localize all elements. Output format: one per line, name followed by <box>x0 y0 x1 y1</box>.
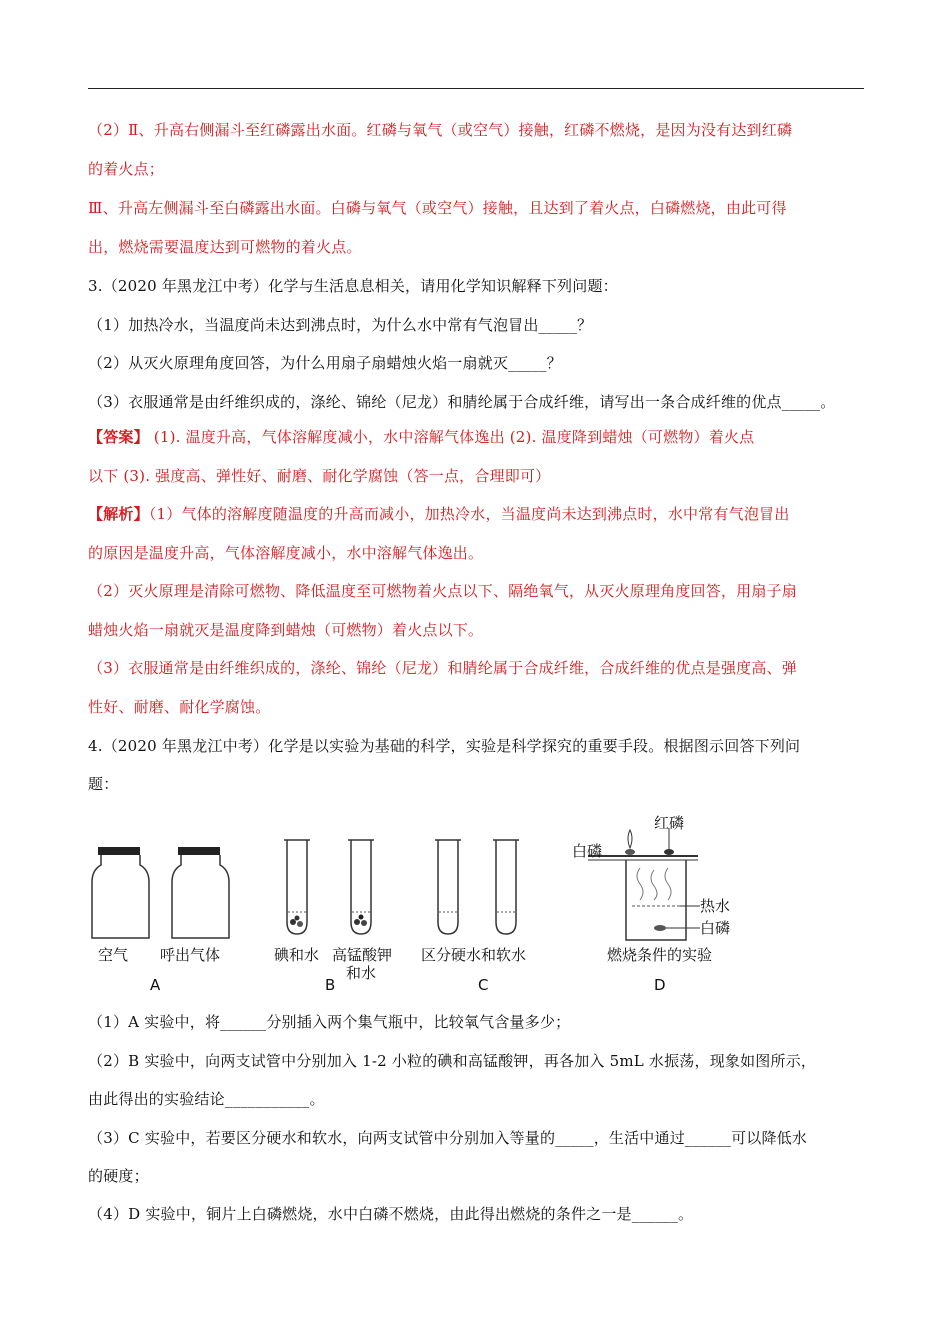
q4-sub4: （4）D 实验中，铜片上白磷燃烧，水中白磷不燃烧，由此得出燃烧的条件之一是______。 <box>88 1205 694 1223</box>
test-tube-permanganate <box>348 840 374 934</box>
q4-sub2-line2: 由此得出的实验结论___________。 <box>88 1090 325 1108</box>
label-hot-water: 热水 <box>700 897 731 915</box>
label-white-phosphorus-water: 白磷 <box>700 919 731 937</box>
q3-analysis-line2: 的原因是温度升高，气体溶解度减小，水中溶解气体逸出。 <box>88 544 484 562</box>
answer-prev-p2-line2: 的着火点； <box>88 160 165 178</box>
q3-sub3: （3）衣服通常是由纤维织成的，涤纶、锦纶（尼龙）和腈纶属于合成纤维，请写出一条合成纤维的优点_____。 <box>88 393 836 411</box>
q3-analysis-line1 <box>88 503 789 525</box>
label-hard-soft-water: 区分硬水和软水 <box>421 946 527 964</box>
q3-sub1: （1）加热冷水，当温度尚未达到沸点时，为什么水中常有气泡冒出_____？ <box>88 316 593 334</box>
label-combustion-experiment: 燃烧条件的实验 <box>607 946 713 964</box>
experiment-figure <box>88 810 738 1000</box>
figure-label-b: B <box>325 976 336 994</box>
label-iodine-water: 碘和水 <box>274 946 320 964</box>
q4-sub3-line2: 的硬度； <box>88 1167 149 1185</box>
figure-label-a: A <box>150 976 161 994</box>
q4-sub3-line1: （3）C 实验中，若要区分硬水和软水，向两支试管中分别加入等量的_____，生活中通过______可以降低水 <box>88 1129 808 1147</box>
combustion-apparatus <box>588 828 700 940</box>
test-tube-c-right <box>493 840 519 934</box>
figure-label-c: C <box>478 976 489 994</box>
label-permanganate: 高锰酸钾 <box>332 946 393 964</box>
q3-analysis-3-line1: （3）衣服通常是由纤维织成的，涤纶、锦纶（尼龙）和腈纶属于合成纤维，合成纤维的优点是强度高、弹 <box>88 659 797 677</box>
q3-stem: 3.（2020 年黑龙江中考）化学与生活息息相关，请用化学知识解释下列问题： <box>88 277 618 295</box>
q3-analysis-text: （1）气体的溶解度随温度的升高而减小，加热冷水，当温度尚未达到沸点时，水中常有气泡冒出 <box>148 505 790 523</box>
gas-jar-air <box>92 847 149 938</box>
label-air: 空气 <box>98 946 129 964</box>
figure-label-d: D <box>654 976 666 994</box>
label-and-water: 和水 <box>346 964 377 982</box>
q4-stem-line1: 4.（2020 年黑龙江中考）化学是以实验为基础的科学，实验是科学探究的重要手段。根据图示回答下列问 <box>88 737 801 755</box>
q4-stem-line2: 题： <box>88 775 119 793</box>
label-white-phosphorus: 白磷 <box>572 842 603 860</box>
label-red-phosphorus: 红磷 <box>654 814 685 832</box>
analysis-tag: 【解析】 <box>88 505 149 523</box>
q4-sub2-line1: （2）B 实验中，向两支试管中分别加入 1-2 小粒的碘和高锰酸钾，再各加入 5mL 水振荡，现象如图所示， <box>88 1052 817 1070</box>
test-tube-iodine <box>284 840 310 934</box>
q3-answer-line2: 以下 (3). 强度高、弹性好、耐磨、耐化学腐蚀（答一点，合理即可） <box>88 467 551 485</box>
gas-jar-exhaled <box>172 847 229 938</box>
q3-answer-line1 <box>88 426 754 448</box>
q3-sub2: （2）从灭火原理角度回答，为什么用扇子扇蜡烛火焰一扇就灭_____？ <box>88 354 562 372</box>
q3-analysis-2-line2: 蜡烛火焰一扇就灭是温度降到蜡烛（可燃物）着火点以下。 <box>88 621 484 639</box>
header-rule <box>88 88 864 89</box>
test-tube-c-left <box>435 840 461 934</box>
answer-prev-p2-line1: （2）Ⅱ、升高右侧漏斗至红磷露出水面。红磷与氧气（或空气）接触，红磷不燃烧，是因为没有达到红磷 <box>88 121 793 139</box>
label-exhaled-gas: 呼出气体 <box>160 946 221 964</box>
answer-prev-p3-line1: Ⅲ、升高左侧漏斗至白磷露出水面。白磷与氧气（或空气）接触，且达到了着火点，白磷燃烧，由此可得 <box>88 199 787 217</box>
q3-analysis-3-line2: 性好、耐磨、耐化学腐蚀。 <box>88 698 271 716</box>
q3-answer-text: (1). 温度升高，气体溶解度减小，水中溶解气体逸出 (2). 温度降到蜡烛（可燃物）着火点 <box>148 428 755 446</box>
answer-tag: 【答案】 <box>88 428 149 446</box>
answer-prev-p3-line2: 出，燃烧需要温度达到可燃物的着火点。 <box>88 238 362 256</box>
q4-sub1: （1）A 实验中，将______分别插入两个集气瓶中，比较氧气含量多少； <box>88 1013 571 1031</box>
q3-analysis-2-line1: （2）灭火原理是清除可燃物、降低温度至可燃物着火点以下、隔绝氧气，从灭火原理角度回答，用扇子扇 <box>88 582 797 600</box>
